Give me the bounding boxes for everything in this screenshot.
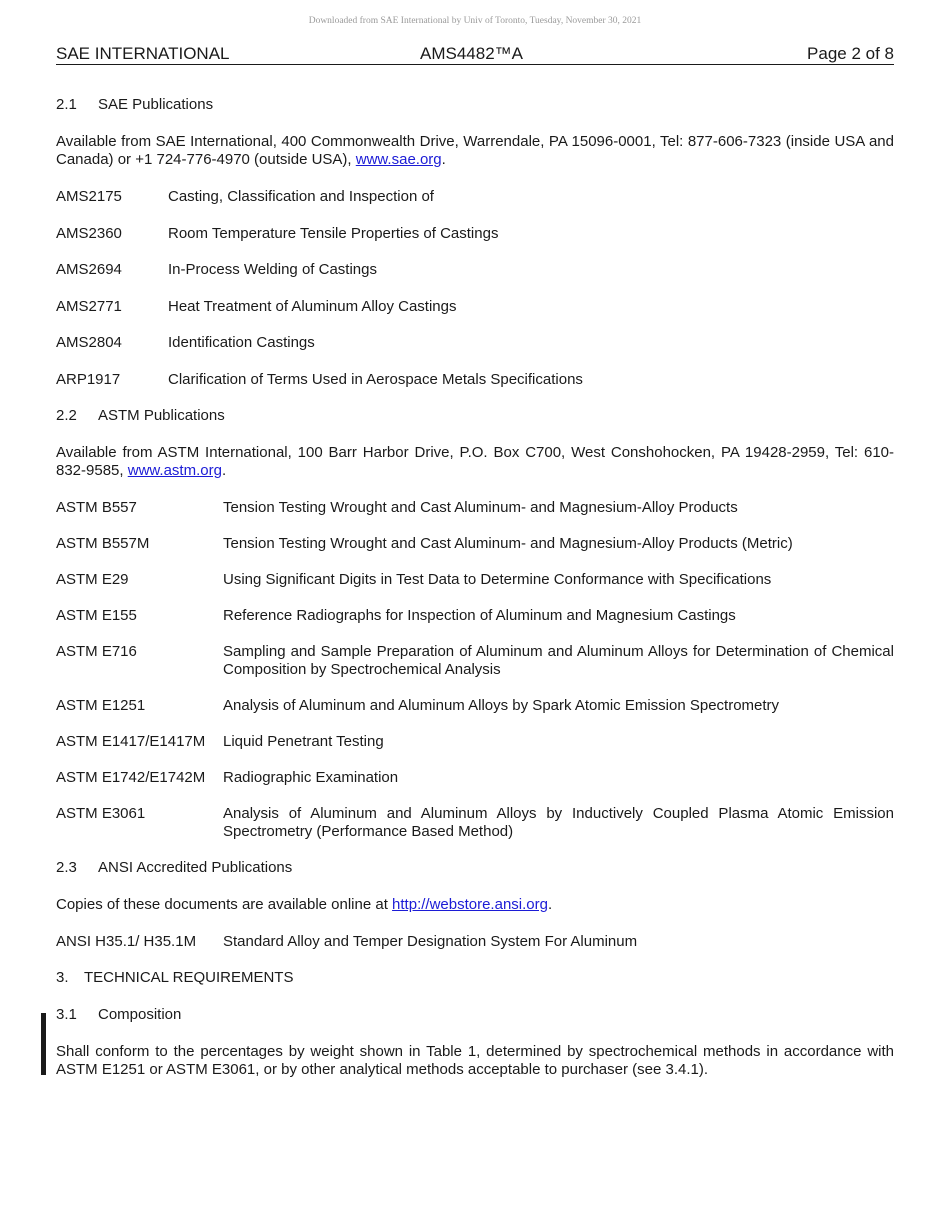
header-page-number: Page 2 of 8: [807, 44, 894, 63]
reference-item: [56, 334, 894, 352]
reference-title: Room Temperature Tensile Properties of Castings: [168, 224, 499, 242]
sae-reference-list: [56, 188, 894, 389]
section-2-1-heading: [56, 96, 894, 114]
reference-title: Heat Treatment of Aluminum Alloy Castings: [168, 297, 457, 315]
reference-code: ASTM E1742/E1742M: [56, 769, 206, 786]
section-number: 3.: [56, 969, 69, 986]
reference-code: ASTM B557M: [56, 535, 150, 552]
reference-title: In-Process Welding of Castings: [168, 261, 377, 278]
reference-code: AMS2771: [56, 297, 122, 315]
reference-item: [56, 499, 894, 517]
reference-title: Tension Testing Wrought and Cast Aluminum- and Magnesium-Alloy Products (Metric): [223, 535, 793, 552]
reference-code: AMS2175: [56, 188, 122, 205]
reference-item: [56, 188, 894, 206]
reference-title: Reference Radiographs for Inspection of Aluminum and Magnesium Castings: [223, 607, 736, 624]
reference-code: ASTM B557: [56, 499, 137, 516]
section-title: ANSI Accredited Publications: [98, 859, 293, 876]
section-number: 2.1: [56, 96, 77, 113]
astm-availability-paragraph: Available from ASTM International, 100 Barr Harbor Drive, P.O. Box C700, West Conshohocken, PA 19428-2959, Tel: 610-832-9585, www.astm.org.: [56, 444, 894, 479]
reference-title: Liquid Penetrant Testing: [223, 733, 384, 750]
reference-item: [56, 535, 894, 553]
ansi-webstore-link[interactable]: http://webstore.ansi.org: [392, 896, 548, 913]
reference-code: AMS2804: [56, 334, 122, 351]
reference-title: Analysis of Aluminum and Aluminum Alloys by Inductively Coupled Plasma Atomic Emission Spectrometry (Performance Based Method): [223, 805, 894, 840]
reference-title: Analysis of Aluminum and Aluminum Alloys by Spark Atomic Emission Spectrometry: [223, 697, 780, 714]
sae-website-link[interactable]: www.sae.org: [355, 151, 442, 168]
reference-title: Tension Testing Wrought and Cast Aluminum- and Magnesium-Alloy Products: [223, 499, 738, 516]
reference-item: [56, 769, 894, 787]
reference-code: ASTM E29: [56, 571, 129, 588]
reference-title: Radiographic Examination: [223, 769, 399, 786]
section-title: ASTM Publications: [98, 407, 225, 424]
reference-item: [56, 733, 894, 751]
reference-title: Sampling and Sample Preparation of Aluminum and Aluminum Alloys for Determination of Chemical Composition by Spectrochemical Analysis: [223, 643, 894, 678]
reference-code: ASTM E1251: [56, 697, 146, 714]
header-organization: SAE INTERNATIONAL: [56, 44, 230, 63]
reference-code: ASTM E155: [56, 607, 137, 624]
reference-item: [56, 607, 894, 625]
reference-item: [56, 298, 894, 316]
astm-reference-list: [56, 499, 894, 841]
reference-item: [56, 933, 894, 951]
reference-title: Casting, Classification and Inspection of: [168, 188, 434, 205]
revision-change-bar: [41, 1013, 46, 1075]
reference-code: ANSI H35.1/ H35.1M: [56, 933, 197, 950]
reference-item: [56, 371, 894, 389]
section-title: TECHNICAL REQUIREMENTS: [84, 969, 294, 986]
section-number: 2.2: [56, 407, 77, 424]
reference-code: AMS2360: [56, 224, 122, 242]
reference-code: ARP1917: [56, 370, 121, 388]
composition-paragraph: Shall conform to the percentages by weight shown in Table 1, determined by spectrochemical methods in accordance with ASTM E1251 or ASTM E3061, or by other analytical methods acceptable to purchaser (see 3.4.1).: [56, 1043, 894, 1078]
section-3-heading: [56, 969, 894, 987]
reference-code: AMS2694: [56, 261, 122, 278]
document-body: [56, 96, 894, 1098]
reference-title: Using Significant Digits in Test Data to Determine Conformance with Specifications: [223, 571, 772, 588]
section-3-1-heading: [56, 1006, 894, 1024]
sae-availability-paragraph: Available from SAE International, 400 Commonwealth Drive, Warrendale, PA 15096-0001, Tel: 877-606-7323 (inside USA and Canada) or +1 724-776-4970 (outside USA), www.sae.org.: [56, 133, 894, 168]
section-title: SAE Publications: [98, 96, 214, 113]
section-number: 3.1: [56, 1006, 77, 1023]
ansi-availability-paragraph: Copies of these documents are available online at http://webstore.ansi.org.: [56, 896, 553, 913]
reference-title: Standard Alloy and Temper Designation System For Aluminum: [223, 933, 638, 950]
reference-title: Clarification of Terms Used in Aerospace Metals Specifications: [168, 370, 583, 388]
header-document-number: AMS4482™A: [420, 44, 523, 63]
reference-code: ASTM E3061: [56, 805, 146, 822]
reference-item: [56, 261, 894, 279]
reference-item: [56, 643, 894, 679]
reference-code: ASTM E1417/E1417M: [56, 733, 206, 750]
download-watermark: Downloaded from SAE International by Univ of Toronto, Tuesday, November 30, 2021: [308, 16, 642, 26]
reference-item: [56, 571, 894, 589]
reference-item: [56, 697, 894, 715]
reference-item: [56, 805, 894, 841]
reference-code: ASTM E716: [56, 643, 137, 660]
astm-website-link[interactable]: www.astm.org: [127, 462, 222, 479]
section-2-2-heading: [56, 407, 894, 425]
reference-item: [56, 225, 894, 243]
reference-title: Identification Castings: [168, 334, 315, 351]
page-header: [56, 44, 894, 65]
section-number: 2.3: [56, 859, 77, 876]
section-2-3-heading: [56, 859, 894, 877]
section-title: Composition: [98, 1006, 182, 1023]
